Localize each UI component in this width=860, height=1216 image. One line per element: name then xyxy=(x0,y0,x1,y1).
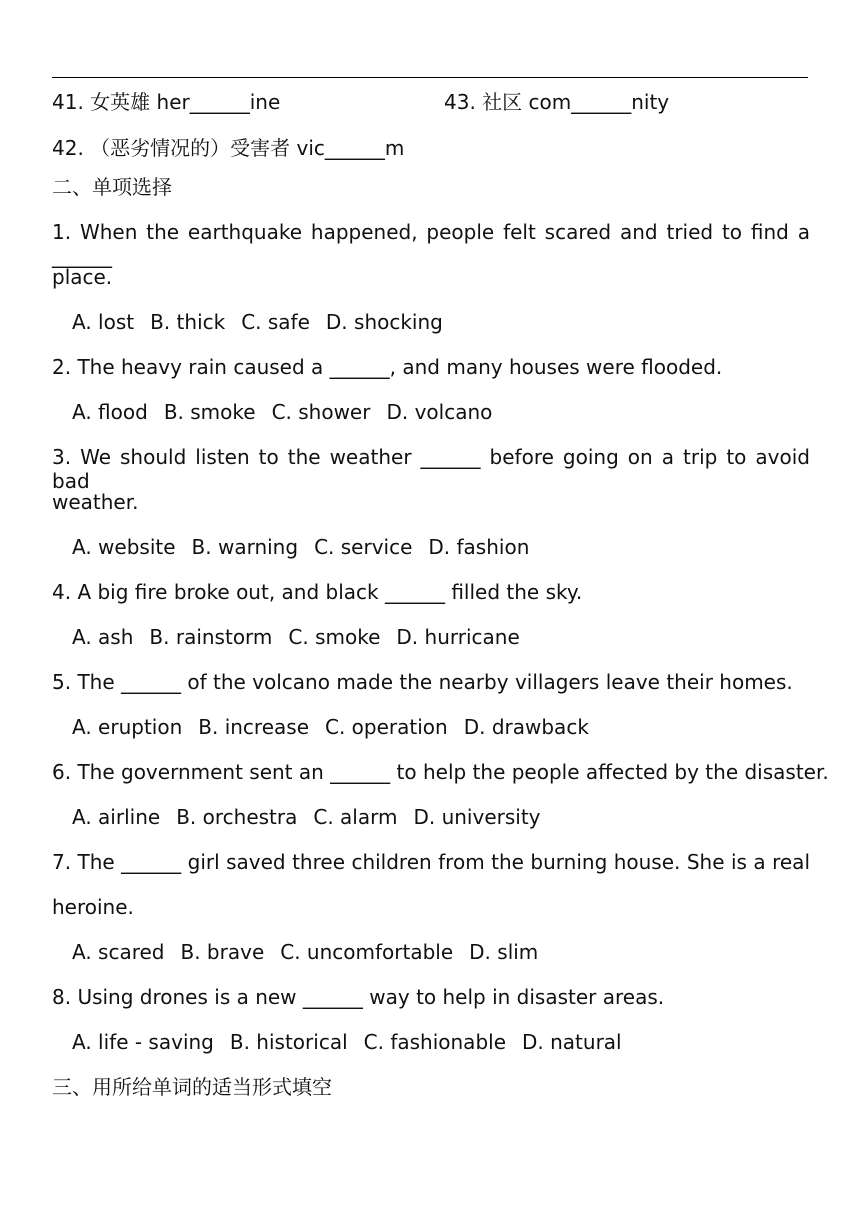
option-a: A. flood xyxy=(72,400,148,424)
question-8-options xyxy=(72,1030,638,1054)
question-6-options xyxy=(72,805,557,829)
question-3-stem-cont: weather. xyxy=(52,490,139,514)
vocab-item-42: 42. （恶劣情况的）受害者 vic______m xyxy=(52,136,405,160)
option-d: D. fashion xyxy=(428,535,530,559)
question-4-stem: 4. A big fire broke out, and black ______ filled the sky. xyxy=(52,580,583,604)
option-c: C. smoke xyxy=(288,625,381,649)
option-b: B. increase xyxy=(198,715,309,739)
option-c: C. uncomfortable xyxy=(280,940,454,964)
option-d: D. hurricane xyxy=(396,625,520,649)
option-d: D. slim xyxy=(469,940,539,964)
option-c: C. fashionable xyxy=(363,1030,506,1054)
question-1-stem: 1. When the earthquake happened, people felt scared and tried to find a ______ xyxy=(52,220,810,268)
option-b: B. orchestra xyxy=(176,805,298,829)
header-rule xyxy=(52,77,808,78)
question-4-options xyxy=(72,625,536,649)
question-7-stem-cont: heroine. xyxy=(52,895,134,919)
option-c: C. alarm xyxy=(313,805,398,829)
option-d: D. university xyxy=(413,805,541,829)
option-c: C. safe xyxy=(241,310,310,334)
option-d: D. natural xyxy=(522,1030,622,1054)
question-3-options xyxy=(72,535,545,559)
vocab-item-43: 43. 社区 com______nity xyxy=(444,90,670,114)
option-b: B. thick xyxy=(150,310,226,334)
option-d: D. volcano xyxy=(386,400,493,424)
question-3-stem: 3. We should listen to the weather ______ before going on a trip to avoid bad xyxy=(52,445,810,493)
question-1-stem-cont: place. xyxy=(52,265,113,289)
option-b: B. brave xyxy=(180,940,265,964)
option-b: B. rainstorm xyxy=(149,625,273,649)
option-a: A. website xyxy=(72,535,176,559)
question-5-options xyxy=(72,715,605,739)
option-a: A. lost xyxy=(72,310,135,334)
section-title-choice: 二、单项选择 xyxy=(52,175,172,199)
option-a: A. ash xyxy=(72,625,134,649)
question-8-stem: 8. Using drones is a new ______ way to help in disaster areas. xyxy=(52,985,665,1009)
question-7-options xyxy=(72,940,554,964)
option-a: A. airline xyxy=(72,805,161,829)
option-c: C. operation xyxy=(325,715,448,739)
option-b: B. smoke xyxy=(163,400,256,424)
section-title-fill-in: 三、用所给单词的适当形式填空 xyxy=(52,1075,332,1099)
option-c: C. service xyxy=(314,535,413,559)
option-a: A. eruption xyxy=(72,715,183,739)
option-b: B. historical xyxy=(229,1030,348,1054)
option-a: A. scared xyxy=(72,940,165,964)
question-5-stem: 5. The ______ of the volcano made the nearby villagers leave their homes. xyxy=(52,670,793,694)
question-1-options xyxy=(72,310,459,334)
option-b: B. warning xyxy=(191,535,299,559)
option-d: D. drawback xyxy=(463,715,589,739)
question-2-options xyxy=(72,400,508,424)
question-7-stem: 7. The ______ girl saved three children from the burning house. She is a real xyxy=(52,850,810,874)
vocab-item-41: 41. 女英雄 her______ine xyxy=(52,90,281,114)
option-c: C. shower xyxy=(271,400,371,424)
option-d: D. shocking xyxy=(325,310,443,334)
question-2-stem: 2. The heavy rain caused a ______, and many houses were flooded. xyxy=(52,355,723,379)
question-6-stem: 6. The government sent an ______ to help the people affected by the disaster. xyxy=(52,760,829,784)
option-a: A. life - saving xyxy=(72,1030,214,1054)
